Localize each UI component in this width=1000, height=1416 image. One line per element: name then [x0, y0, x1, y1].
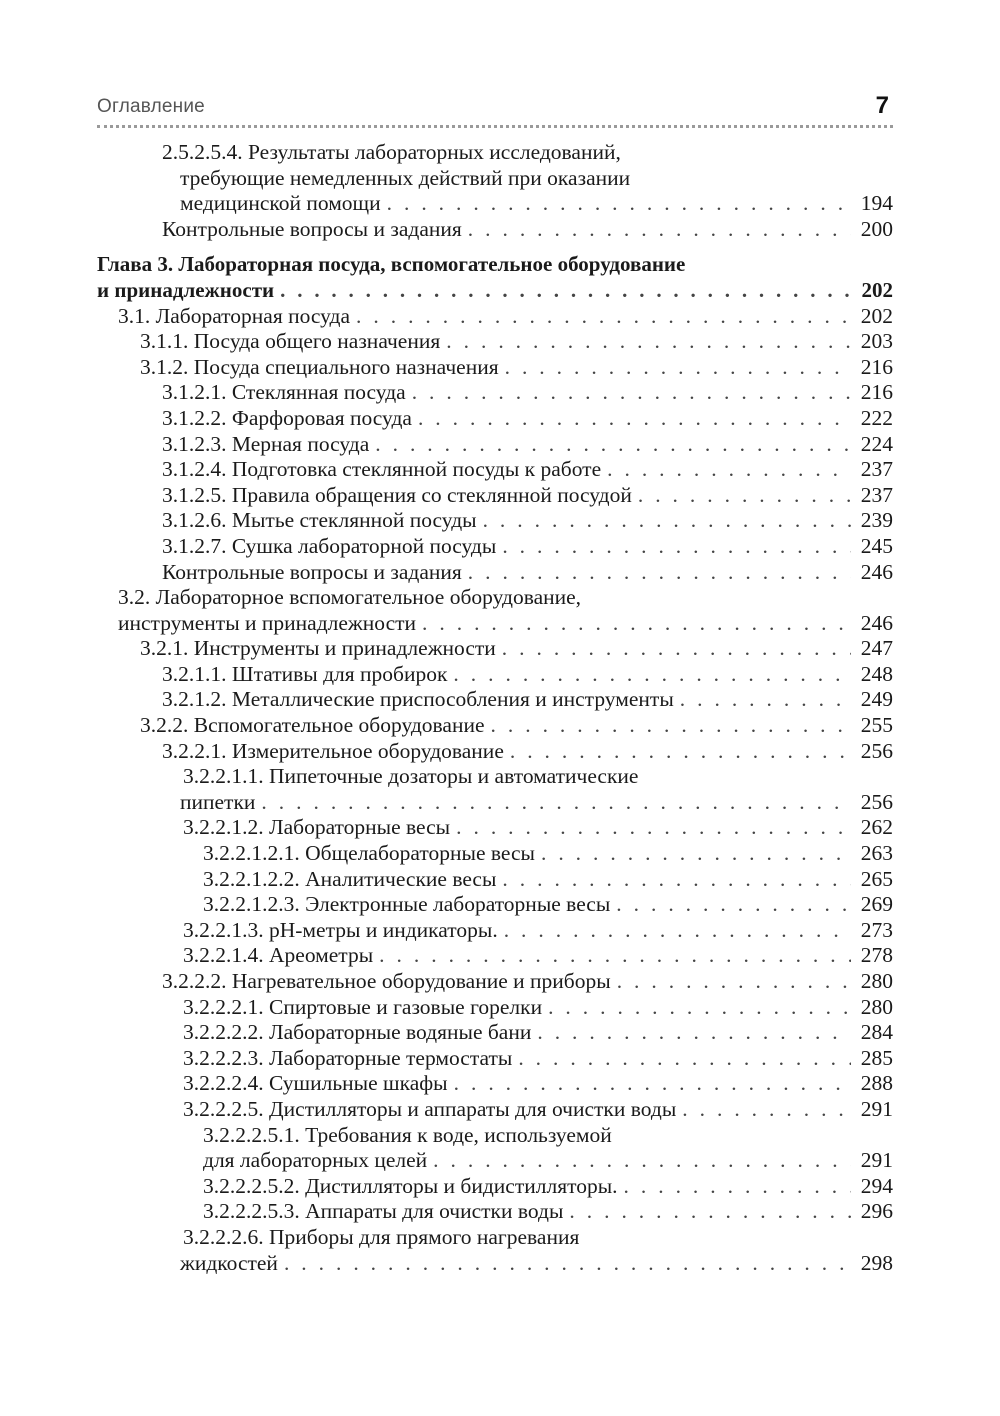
toc-entry-title: медицинской помощи: [180, 191, 381, 216]
toc-entry-last-line: [0, 841, 893, 867]
toc-entry-last-line: [0, 1046, 893, 1072]
toc-entry: [0, 1020, 893, 1046]
toc-page-number: 288: [860, 1071, 893, 1096]
toc-entry: [0, 969, 893, 995]
toc-page-number: 246: [860, 559, 893, 584]
leader-dots: [446, 329, 851, 355]
toc-entry-title: 3.1.2. Посуда специального назначения: [140, 354, 499, 379]
toc-entry-title: жидкостей: [180, 1250, 278, 1275]
toc-page-number: 202: [860, 303, 893, 328]
running-title: Оглавление: [97, 96, 205, 117]
toc-entry-title: 3.2.2.2.5.2. Дистилляторы и бидистилляторы.: [203, 1173, 618, 1198]
toc-page-number: 249: [860, 687, 893, 712]
toc-entry: [0, 995, 893, 1021]
toc-entry-last-line: [0, 304, 893, 330]
toc-entry-title: 3.2.2.2.3. Лабораторные термостаты: [183, 1045, 513, 1070]
toc-entry-line: 3.2.2.1.1. Пипеточные дозаторы и автоматические: [183, 764, 639, 789]
toc-entry-title: пипетки: [180, 789, 256, 814]
toc-entry: [0, 918, 893, 944]
toc-entry-last-line: [0, 534, 893, 560]
leader-dots: [502, 636, 851, 662]
toc-entry-title: 3.1.2.4. Подготовка стеклянной посуды к работе: [162, 457, 602, 482]
toc-entry-title: 3.1. Лабораторная посуда: [118, 303, 351, 328]
leader-dots: [483, 508, 851, 534]
toc-page-number: 296: [860, 1199, 893, 1224]
toc-entry: [0, 329, 893, 355]
toc-entry-title: 3.2.2.2.5.3. Аппараты для очистки воды: [203, 1199, 564, 1224]
leader-dots: [537, 1020, 851, 1046]
toc-entry: [0, 1071, 893, 1097]
toc-page-number: 237: [860, 457, 893, 482]
toc-entry: [0, 892, 893, 918]
toc-entry-last-line: [0, 892, 893, 918]
leader-dots: [284, 1251, 851, 1277]
toc-entry-title: 3.2.2.1.3. pH-метры и индикаторы.: [183, 917, 498, 942]
toc-entry-last-line: [0, 560, 893, 586]
toc-entry-last-line: [0, 790, 893, 816]
toc-entry: [0, 764, 893, 815]
leader-dots: [541, 841, 851, 867]
toc-entry-title: 3.2.2. Вспомогательное оборудование: [140, 713, 485, 738]
leader-dots: [491, 713, 851, 739]
toc-entry-title: 3.2.2.2.5. Дистилляторы и аппараты для очистки воды: [183, 1096, 677, 1121]
toc-page-number: 246: [860, 610, 893, 635]
toc-entry: [0, 508, 893, 534]
toc-entry-last-line: [0, 191, 893, 217]
toc-page-number: 284: [860, 1020, 893, 1045]
toc-entry-last-line: [0, 815, 893, 841]
toc-page-number: 265: [860, 866, 893, 891]
leader-dots: [468, 560, 851, 586]
toc-page-number: 269: [860, 892, 893, 917]
toc-entry-title: 3.1.1. Посуда общего назначения: [140, 329, 441, 354]
toc-entry-last-line: [0, 611, 893, 637]
leader-dots: [261, 790, 851, 816]
toc-entry-title: для лабораторных целей: [203, 1148, 428, 1173]
leader-dots: [680, 687, 851, 713]
toc-entry-title: 3.2.1. Инструменты и принадлежности: [140, 636, 496, 661]
leader-dots: [607, 457, 851, 483]
toc-entry: [0, 483, 893, 509]
leader-dots: [422, 611, 851, 637]
toc-entry-last-line: [0, 483, 893, 509]
toc-page-number: 239: [860, 508, 893, 533]
leader-dots: [453, 662, 851, 688]
toc-entry-last-line: [0, 1097, 893, 1123]
toc-entry-title: 3.2.2.2. Нагревательное оборудование и приборы: [162, 969, 611, 993]
toc-page-number: 273: [860, 917, 893, 942]
toc-page-number: 298: [860, 1250, 893, 1275]
leader-dots: [616, 892, 851, 918]
toc-entry-last-line: [0, 739, 893, 765]
toc-entry-last-line: [0, 995, 893, 1021]
toc-entry: [0, 1174, 893, 1200]
toc-page-number: 200: [860, 216, 893, 241]
toc-entry-title: Контрольные вопросы и задания: [162, 216, 462, 241]
toc-entry-last-line: [0, 217, 893, 243]
toc-entry: [0, 1225, 893, 1276]
toc-entry-last-line: [0, 406, 893, 432]
toc-entry-title: 3.2.2.1. Измерительное оборудование: [162, 738, 504, 763]
toc-entry: [0, 560, 893, 586]
toc-entry: [0, 739, 893, 765]
toc-entry-last-line: [0, 969, 893, 995]
toc-entry-title: и принадлежности: [97, 277, 275, 302]
toc-entry-last-line: [0, 636, 893, 662]
leader-dots: [617, 969, 851, 995]
leader-dots: [510, 739, 851, 765]
toc-page-number: 256: [860, 789, 893, 814]
toc-entry-title: 3.2.2.1.2.3. Электронные лабораторные весы: [203, 892, 611, 917]
toc-entry-last-line: [0, 1251, 893, 1277]
toc-entry-title: Контрольные вопросы и задания: [162, 559, 462, 584]
toc-chapter-entry: [0, 252, 893, 303]
toc-entry: [0, 815, 893, 841]
toc-entry-title: 3.1.2.2. Фарфоровая посуда: [162, 405, 412, 430]
toc-entry: [0, 380, 893, 406]
toc-page-number: 247: [860, 636, 893, 661]
toc-entry-last-line: [0, 355, 893, 381]
leader-dots: [387, 191, 851, 217]
toc-entry: [0, 1199, 893, 1225]
toc-entry-line: 2.5.2.5.4. Результаты лабораторных исследований,: [162, 140, 621, 164]
toc-entry: [0, 217, 893, 243]
toc-entry-line: 3.2.2.2.5.1. Требования к воде, используемой: [203, 1122, 612, 1147]
page-number: 7: [875, 92, 889, 119]
toc-entry-last-line: [0, 329, 893, 355]
toc-entry-title: 3.2.2.1.2. Лабораторные весы: [183, 815, 451, 840]
toc-entry: [0, 585, 893, 636]
toc-entry: [0, 1046, 893, 1072]
toc-entry-last-line: [0, 1174, 893, 1200]
toc-page-number: 280: [860, 969, 893, 993]
toc-entry-title: 3.2.2.1.2.1. Общелабораторные весы: [203, 841, 535, 866]
toc-entry: [0, 432, 893, 458]
leader-dots: [502, 534, 851, 560]
table-of-contents: [0, 140, 1000, 1276]
toc-page-number: 291: [860, 1096, 893, 1121]
toc-entry-last-line: [0, 943, 893, 969]
toc-entry-last-line: [0, 457, 893, 483]
toc-entry: [0, 662, 893, 688]
toc-page-number: 291: [860, 1148, 893, 1173]
leader-dots: [356, 304, 851, 330]
toc-entry: [0, 406, 893, 432]
toc-entry: [0, 140, 893, 217]
toc-page-number: 194: [860, 191, 893, 216]
toc-entry-title: 3.2.2.2.1. Спиртовые и газовые горелки: [183, 994, 543, 1019]
toc-entry: [0, 943, 893, 969]
leader-dots: [454, 1071, 851, 1097]
leader-dots: [468, 217, 851, 243]
header-dotted-rule: [97, 125, 893, 128]
toc-page-number: 262: [860, 815, 893, 840]
toc-entry-title: 3.2.2.2.4. Сушильные шкафы: [183, 1071, 448, 1096]
toc-entry-last-line: [0, 713, 893, 739]
leader-dots: [412, 380, 851, 406]
toc-entry-last-line: [0, 1071, 893, 1097]
leader-dots: [682, 1097, 851, 1123]
leader-dots: [505, 355, 851, 381]
toc-entry-title: 3.1.2.6. Мытье стеклянной посуды: [162, 508, 477, 533]
leader-dots: [379, 943, 851, 969]
toc-entry: [0, 534, 893, 560]
toc-page-number: 263: [860, 841, 893, 866]
running-head: [97, 92, 893, 124]
leader-dots: [624, 1174, 851, 1200]
toc-page-number: 203: [860, 329, 893, 354]
leader-dots: [569, 1199, 851, 1225]
toc-page-number: 294: [860, 1173, 893, 1198]
toc-entry: [0, 1097, 893, 1123]
toc-entry: [0, 636, 893, 662]
toc-entry: [0, 1123, 893, 1174]
toc-entry-last-line: [0, 687, 893, 713]
toc-entry-last-line: [0, 867, 893, 893]
toc-entry-title: 3.2.2.1.2.2. Аналитические весы: [203, 866, 497, 891]
leader-dots: [548, 995, 851, 1021]
toc-entry-title: 3.2.2.1.4. Ареометры: [183, 943, 374, 968]
toc-entry: [0, 304, 893, 330]
toc-entry-title: 3.1.2.5. Правила обращения со стеклянной посудой: [162, 482, 632, 507]
toc-entry-last-line: [0, 662, 893, 688]
toc-page-number: 245: [860, 533, 893, 558]
toc-entry-line: Глава 3. Лабораторная посуда, вспомогательное оборудование: [97, 252, 686, 277]
toc-entry-last-line: [0, 432, 893, 458]
leader-dots: [504, 918, 851, 944]
leader-dots: [280, 278, 851, 304]
toc-page-number: 202: [861, 277, 893, 302]
toc-entry-last-line: [0, 1199, 893, 1225]
leader-dots: [418, 406, 851, 432]
toc-page-number: 255: [860, 713, 893, 738]
toc-entry-title: инструменты и принадлежности: [118, 610, 417, 635]
toc-page-number: 237: [860, 482, 893, 507]
toc-entry-last-line: [0, 508, 893, 534]
toc-page-number: 216: [860, 354, 893, 379]
toc-entry-title: 3.1.2.7. Сушка лабораторной посуды: [162, 533, 497, 558]
toc-entry-title: 3.1.2.1. Стеклянная посуда: [162, 380, 406, 405]
toc-page-number: 256: [860, 738, 893, 763]
toc-page-number: 280: [860, 994, 893, 1019]
toc-page-number: 278: [860, 943, 893, 968]
toc-entry: [0, 867, 893, 893]
toc-entry-title: 3.2.1.2. Металлические приспособления и инструменты: [162, 687, 674, 712]
toc-entry-last-line: [0, 380, 893, 406]
toc-entry-title: 3.2.2.2.2. Лабораторные водяные бани: [183, 1020, 532, 1045]
toc-entry: [0, 355, 893, 381]
toc-entry: [0, 687, 893, 713]
toc-entry-title: 3.1.2.3. Мерная посуда: [162, 431, 370, 456]
toc-page-number: 222: [860, 405, 893, 430]
toc-entry: [0, 841, 893, 867]
chapter-gap: [0, 242, 1000, 252]
toc-page-number: 285: [860, 1045, 893, 1070]
toc-entry-title: 3.2.1.1. Штативы для пробирок: [162, 661, 448, 686]
toc-entry: [0, 457, 893, 483]
toc-entry-line: требующие немедленных действий при оказании: [180, 165, 631, 190]
leader-dots: [502, 867, 851, 893]
leader-dots: [433, 1148, 851, 1174]
toc-entry-line: 3.2.2.2.6. Приборы для прямого нагревания: [183, 1224, 580, 1249]
toc-entry-line: 3.2. Лабораторное вспомогательное оборудование,: [118, 585, 582, 610]
leader-dots: [456, 815, 851, 841]
leader-dots: [638, 483, 851, 509]
toc-page-number: 216: [860, 380, 893, 405]
toc-page-number: 248: [860, 661, 893, 686]
toc-entry-last-line: [0, 1148, 893, 1174]
leader-dots: [518, 1046, 851, 1072]
toc-entry-last-line: [0, 278, 893, 304]
toc-page-number: 224: [860, 431, 893, 456]
leader-dots: [375, 432, 851, 458]
toc-entry-last-line: [0, 918, 893, 944]
toc-entry-last-line: [0, 1020, 893, 1046]
toc-entry: [0, 713, 893, 739]
